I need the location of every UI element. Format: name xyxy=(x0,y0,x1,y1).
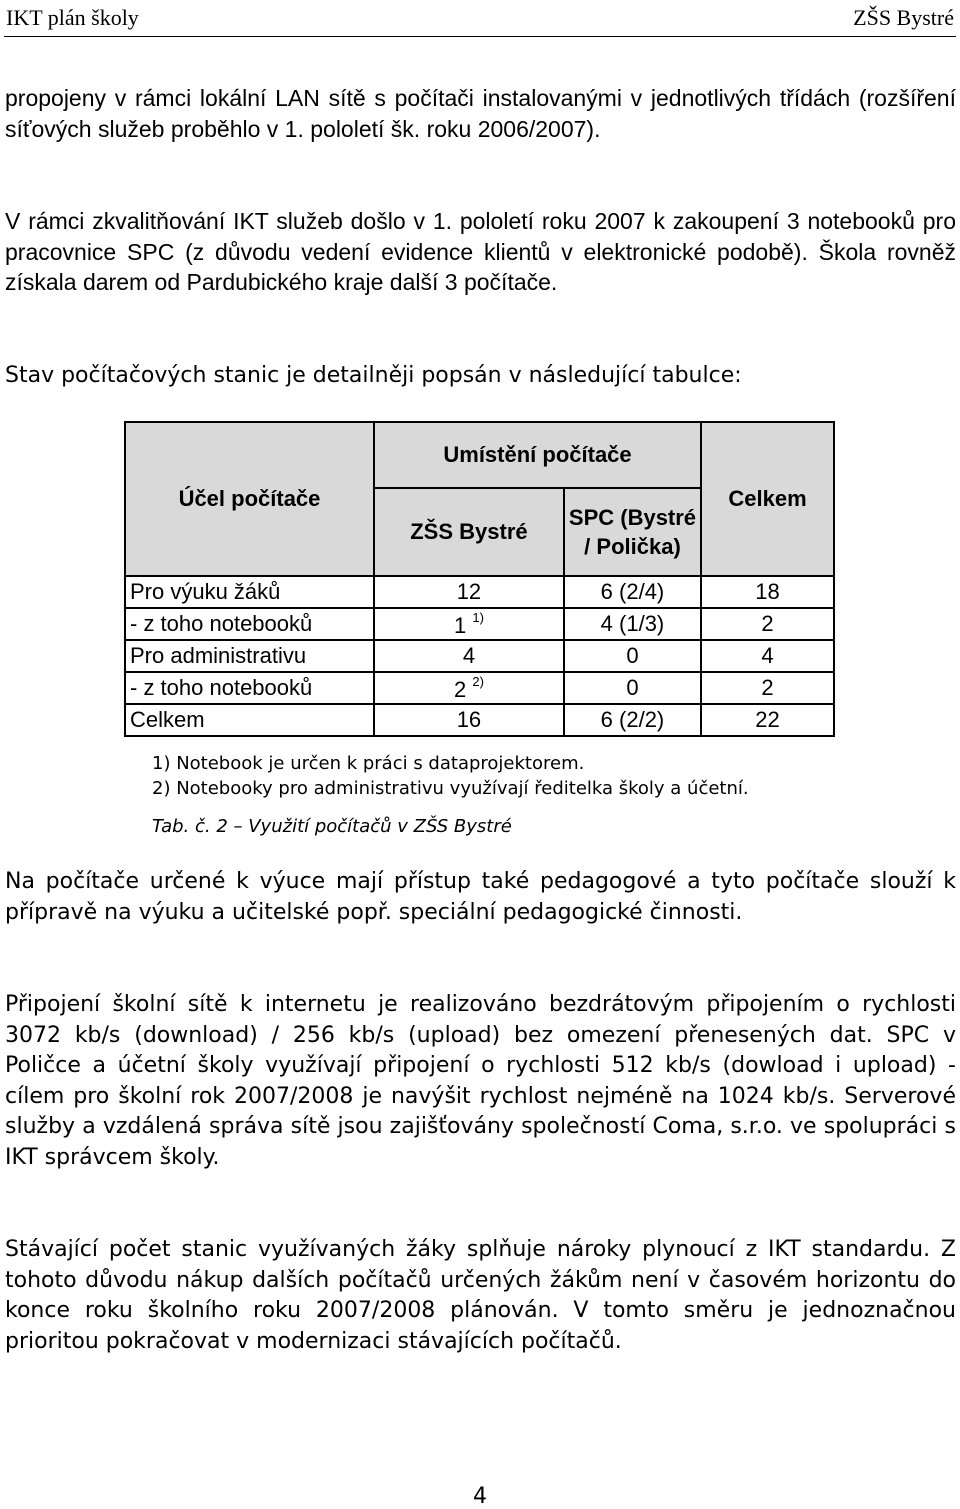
header-school: ZŠS Bystré xyxy=(853,5,954,30)
header-spc: SPC (Bystré / Polička) xyxy=(564,488,701,576)
header-purpose: Účel počítače xyxy=(125,422,374,576)
paragraph-plans: Stávající počet stanic využívaných žáky splňuje nároky plynoucí z IKT standardu. Z tohoto důvodu nákup dalších počítačů určených žákům není v časovém horizontu do konce roku školního roku 2007/2008 plánován. V tomto směru je jednoznačnou prioritou pokračovat v modernizaci stávajících počítačů. xyxy=(5,1237,956,1354)
table-row xyxy=(125,640,834,672)
row-zss: 16 xyxy=(374,704,564,736)
row-spc: 6 (2/4) xyxy=(564,576,701,608)
page-number: 4 xyxy=(473,1484,487,1509)
table-caption: Tab. č. 2 – Využití počítačů v ZŠS Bystré xyxy=(152,816,512,837)
row-label: Celkem xyxy=(125,704,374,736)
row-spc: 6 (2/2) xyxy=(564,704,701,736)
row-spc: 4 (1/3) xyxy=(564,608,701,640)
row-label: - z toho notebooků xyxy=(125,608,374,640)
table-row xyxy=(125,608,834,640)
row-spc: 0 xyxy=(564,672,701,704)
table-row xyxy=(125,576,834,608)
row-total: 2 xyxy=(701,608,834,640)
row-zss: 4 xyxy=(374,640,564,672)
paragraph-internet: Připojení školní sítě k internetu je realizováno bezdrátovým připojením o rychlosti 3072 kb/s (download) / 256 kb/s (upload) bez omezení přenesených dat. SPC v Poličce a účetní školy využívají připojení o rychlosti 512 kb/s (dowload i upload) - cílem pro školní rok 2007/2008 je navýšit rychlost nejméně na 1024 kb/s. Serverové služby a vzdálená správa sítě jsou zajišťovány společností Coma, s.r.o. ve spolupráci s IKT správcem školy. xyxy=(5,992,956,1170)
footnote-2: 2) Notebooky pro administrativu využívají ředitelka školy a účetní. xyxy=(152,777,749,799)
row-spc: 0 xyxy=(564,640,701,672)
footnote-ref: 2) xyxy=(472,673,484,689)
table-row xyxy=(125,704,834,736)
table-row xyxy=(125,672,834,704)
row-zss: 1 $^{1)}$ xyxy=(374,608,564,640)
row-total: 22 xyxy=(701,704,834,736)
header-rule xyxy=(4,36,956,37)
row-total: 18 xyxy=(701,576,834,608)
footnote-1: 1) Notebook je určen k práci s dataprojektorem. xyxy=(152,753,585,774)
table-footnotes xyxy=(152,752,749,801)
row-zss: 2 $^{2)}$ xyxy=(374,672,564,704)
paragraph-teachers: Na počítače určené k výuce mají přístup také pedagogové a tyto počítače slouží k přípravě na výuku a učitelské popř. speciální pedagogické činnosti. xyxy=(5,869,956,925)
header-title: IKT plán školy xyxy=(6,5,139,30)
header-location: Umístění počítače xyxy=(374,422,701,488)
row-zss: 12 xyxy=(374,576,564,608)
row-label: Pro administrativu xyxy=(125,640,374,672)
footnote-ref: 1) xyxy=(472,609,484,625)
header-total: Celkem xyxy=(701,422,834,576)
paragraph-network: propojeny v rámci lokální LAN sítě s počítači instalovanými v jednotlivých třídách (rozšíření síťových služeb proběhlo v 1. pololetí šk. roku 2006/2007). xyxy=(5,85,956,142)
row-label: - z toho notebooků xyxy=(125,672,374,704)
row-total: 2 xyxy=(701,672,834,704)
header-zss: ZŠS Bystré xyxy=(374,488,564,576)
computers-table xyxy=(124,421,835,737)
row-label: Pro výuku žáků xyxy=(125,576,374,608)
page-header xyxy=(0,0,960,34)
paragraph-notebooks: V rámci zkvalitňování IKT služeb došlo v 1. pololetí roku 2007 k zakoupení 3 notebooků pro pracovnice SPC (z důvodu vedení evidence klientů v elektronické podobě). Škola rovněž získala darem od Pardubického kraje další 3 počítače. xyxy=(5,208,956,296)
paragraph-table-intro: Stav počítačových stanic je detailněji popsán v následující tabulce: xyxy=(5,363,742,388)
row-total: 4 xyxy=(701,640,834,672)
